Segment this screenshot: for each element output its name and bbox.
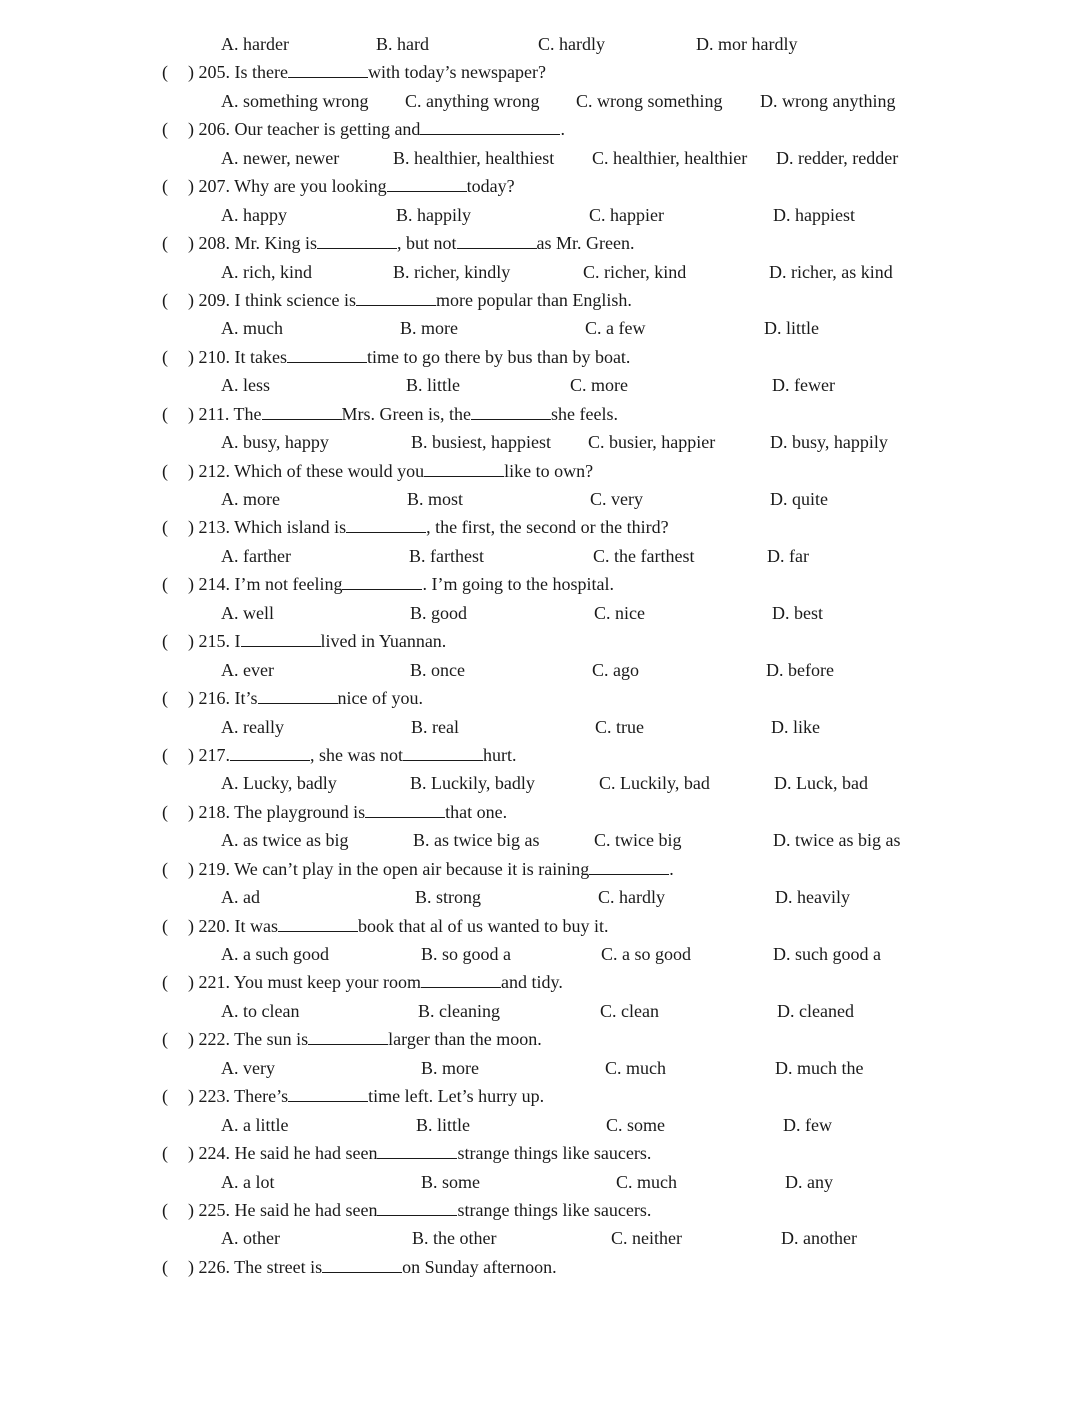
- question-stem: [188, 286, 632, 314]
- option-d: D. few: [783, 1114, 832, 1135]
- options-row: [0, 428, 1080, 456]
- option-a: A. busy, happy: [221, 432, 329, 453]
- option-c: C. Luckily, bad: [599, 773, 710, 794]
- answer-paren[interactable]: (: [162, 62, 168, 83]
- question-number: ) 205.: [188, 62, 230, 83]
- option-b: B. happily: [396, 204, 471, 225]
- question-stem: [188, 172, 515, 200]
- question-stem: [188, 229, 635, 257]
- question-row: [0, 343, 1080, 371]
- answer-blank[interactable]: [322, 1254, 402, 1273]
- options-row: [0, 30, 1080, 58]
- question-row: [0, 229, 1080, 257]
- question-text: It takes: [230, 346, 287, 367]
- question-stem: [188, 1253, 557, 1281]
- option-a: A. ever: [221, 659, 274, 680]
- question-text: Our teacher is getting and: [230, 119, 421, 140]
- option-b: B. hard: [376, 34, 429, 54]
- answer-paren[interactable]: (: [162, 858, 168, 879]
- question-text: Mrs. Green is, the: [341, 403, 471, 424]
- question-row: [0, 172, 1080, 200]
- question-stem: [188, 741, 517, 769]
- question-number: ) 209.: [188, 289, 230, 310]
- option-d: D. like: [771, 716, 820, 737]
- question-text: He said he had seen: [230, 1199, 378, 1220]
- question-text: It’s: [230, 688, 258, 709]
- question-text: strange things like saucers.: [457, 1143, 652, 1164]
- question-row: [0, 1025, 1080, 1053]
- question-text: , she was not: [310, 744, 403, 765]
- option-c: C. twice big: [594, 830, 682, 851]
- option-c: C. some: [606, 1114, 666, 1135]
- question-stem: [188, 1139, 651, 1167]
- option-d: D. another: [781, 1228, 857, 1249]
- question-text: You must keep your room: [230, 972, 422, 993]
- option-a: A. well: [221, 602, 274, 623]
- option-a: A. less: [221, 375, 270, 396]
- option-b: B. cleaning: [418, 1000, 500, 1021]
- question-stem: [188, 400, 618, 428]
- option-b: B. more: [421, 1057, 479, 1078]
- option-a: A. to clean: [221, 1000, 300, 1021]
- option-a: A. as twice as big: [221, 830, 349, 851]
- answer-blank[interactable]: [471, 401, 551, 420]
- option-d: D. wrong anything: [760, 90, 896, 111]
- option-a: A. harder: [221, 34, 289, 54]
- question-text: strange things like saucers.: [457, 1199, 652, 1220]
- option-c: C. the farthest: [593, 545, 695, 566]
- option-b: B. good: [410, 602, 468, 623]
- answer-blank[interactable]: [241, 628, 321, 647]
- question-row: [0, 1196, 1080, 1224]
- answer-paren[interactable]: (: [162, 915, 168, 936]
- question-number: ) 215.: [188, 631, 230, 652]
- answer-paren[interactable]: (: [162, 1086, 168, 1107]
- answer-paren[interactable]: (: [162, 233, 168, 254]
- question-number: ) 210.: [188, 346, 230, 367]
- answer-blank[interactable]: [258, 685, 338, 704]
- option-b: B. richer, kindly: [393, 261, 511, 282]
- option-c: C. hardly: [538, 34, 605, 54]
- option-a: A. more: [221, 489, 280, 509]
- option-b: C. anything wrong: [405, 90, 540, 111]
- question-text: , the first, the second or the third?: [426, 517, 669, 538]
- question-row: [0, 286, 1080, 314]
- answer-paren[interactable]: (: [162, 289, 168, 310]
- question-number: ) 217.: [188, 744, 230, 765]
- question-stem: [188, 1196, 651, 1224]
- question-stem: [188, 798, 507, 826]
- option-c: C. a so good: [601, 944, 691, 964]
- answer-blank[interactable]: [308, 1026, 388, 1045]
- option-c: C. healthier, healthier: [592, 147, 748, 168]
- option-c: C. wrong something: [576, 90, 723, 111]
- answer-paren[interactable]: (: [162, 972, 168, 993]
- option-c: C. much: [605, 1057, 666, 1078]
- question-row: [0, 58, 1080, 86]
- question-row: [0, 741, 1080, 769]
- question-text: The playground is: [230, 801, 366, 822]
- question-stem: [188, 115, 565, 143]
- answer-blank[interactable]: [403, 742, 483, 761]
- question-text: Is there: [230, 62, 288, 83]
- option-b: B. little: [416, 1114, 470, 1135]
- option-d: D. mor hardly: [696, 34, 798, 54]
- question-stem: [188, 457, 593, 485]
- question-text: I’m not feeling: [230, 574, 343, 595]
- answer-paren[interactable]: (: [162, 1029, 168, 1050]
- options-row: [0, 201, 1080, 229]
- question-row: [0, 684, 1080, 712]
- question-row: [0, 912, 1080, 940]
- question-text: Mr. King is: [230, 233, 318, 254]
- answer-paren[interactable]: (: [162, 176, 168, 197]
- question-number: ) 214.: [188, 574, 230, 595]
- option-c: C. neither: [611, 1228, 682, 1249]
- question-number: ) 220.: [188, 915, 230, 936]
- answer-blank[interactable]: [365, 799, 445, 818]
- answer-paren[interactable]: (: [162, 688, 168, 709]
- option-c: C. clean: [600, 1000, 659, 1021]
- options-row: [0, 1168, 1080, 1196]
- option-a: A. rich, kind: [221, 261, 312, 282]
- option-c: C. happier: [589, 204, 664, 225]
- options-row: [0, 1054, 1080, 1082]
- option-a: A. a such good: [221, 944, 329, 964]
- answer-blank[interactable]: [421, 969, 501, 988]
- option-d: D. before: [766, 659, 834, 680]
- options-row: [0, 485, 1080, 513]
- question-row: [0, 798, 1080, 826]
- question-text: more popular than English.: [435, 289, 632, 310]
- option-d: D. far: [767, 545, 809, 566]
- question-row: [0, 115, 1080, 143]
- options-row: [0, 713, 1080, 741]
- question-text: like to own?: [504, 460, 594, 481]
- answer-paren[interactable]: (: [162, 119, 168, 140]
- option-c: C. a few: [585, 318, 646, 339]
- question-number: ) 226.: [188, 1256, 230, 1277]
- option-d: D. cleaned: [777, 1000, 854, 1021]
- question-text: The sun is: [230, 1029, 309, 1050]
- answer-blank[interactable]: [262, 401, 342, 420]
- options-row: [0, 542, 1080, 570]
- question-text: time to go there by bus than by boat.: [366, 346, 631, 367]
- question-text: I think science is: [230, 289, 356, 310]
- question-text: .: [669, 858, 674, 879]
- option-d: D. heavily: [775, 887, 850, 908]
- options-row: [0, 371, 1080, 399]
- question-number: ) 213.: [188, 517, 230, 538]
- answer-blank[interactable]: [377, 1197, 457, 1216]
- question-text: , but not: [397, 233, 457, 254]
- option-b: B. farthest: [409, 545, 484, 566]
- question-number: ) 206.: [188, 119, 230, 140]
- question-text: We can’t play in the open air because it is raining: [230, 858, 590, 879]
- question-number: ) 207.: [188, 176, 230, 197]
- option-a: A. very: [221, 1057, 275, 1078]
- answer-paren[interactable]: (: [162, 403, 168, 424]
- question-text: as Mr. Green.: [536, 233, 635, 254]
- answer-blank[interactable]: [457, 230, 537, 249]
- question-stem: [188, 1082, 544, 1110]
- question-text: she feels.: [550, 403, 618, 424]
- question-row: [0, 457, 1080, 485]
- options-row: [0, 87, 1080, 115]
- answer-paren[interactable]: (: [162, 744, 168, 765]
- answer-paren[interactable]: (: [162, 460, 168, 481]
- question-text: .: [560, 119, 565, 140]
- option-b: B. busiest, happiest: [411, 432, 551, 453]
- question-number: ) 225.: [188, 1199, 230, 1220]
- question-stem: [188, 912, 608, 940]
- options-row: [0, 314, 1080, 342]
- option-b: B. real: [411, 716, 459, 737]
- option-a: A. much: [221, 318, 283, 339]
- question-text: He said he had seen: [230, 1143, 378, 1164]
- option-c: C. very: [590, 489, 643, 509]
- question-row: [0, 1082, 1080, 1110]
- answer-blank[interactable]: [424, 458, 504, 477]
- answer-paren[interactable]: (: [162, 517, 168, 538]
- option-d: D. redder, redder: [776, 147, 899, 168]
- question-text: and tidy.: [501, 972, 563, 993]
- question-text: today?: [466, 176, 515, 197]
- answer-paren[interactable]: (: [162, 574, 168, 595]
- option-b: B. more: [400, 318, 458, 339]
- question-number: ) 216.: [188, 688, 230, 709]
- question-stem: [188, 1025, 542, 1053]
- question-text: Which island is: [230, 517, 347, 538]
- option-b: B. Luckily, badly: [410, 773, 535, 794]
- question-row: [0, 968, 1080, 996]
- question-text: . I’m going to the hospital.: [422, 574, 614, 595]
- options-row: [0, 144, 1080, 172]
- question-row: [0, 1139, 1080, 1167]
- answer-blank[interactable]: [278, 913, 358, 932]
- answer-blank[interactable]: [420, 116, 560, 135]
- option-a: A. a lot: [221, 1171, 275, 1192]
- option-b: B. once: [410, 659, 465, 680]
- options-row: [0, 1224, 1080, 1252]
- question-row: [0, 570, 1080, 598]
- option-a: A. other: [221, 1228, 280, 1249]
- question-number: ) 222.: [188, 1029, 230, 1050]
- option-a: A. happy: [221, 204, 287, 225]
- option-d: D. fewer: [772, 375, 835, 396]
- option-a: A. ad: [221, 887, 260, 908]
- question-stem: [188, 627, 446, 655]
- question-text: I: [230, 631, 241, 652]
- option-a: A. something wrong: [221, 90, 369, 111]
- answer-blank[interactable]: [356, 287, 436, 306]
- option-d: D. best: [772, 602, 823, 623]
- option-d: D. Luck, bad: [774, 773, 868, 794]
- option-d: D. any: [785, 1171, 833, 1192]
- question-number: ) 208.: [188, 233, 230, 254]
- answer-blank[interactable]: [230, 742, 310, 761]
- answer-blank[interactable]: [589, 856, 669, 875]
- question-stem: [188, 968, 563, 996]
- option-d: D. much the: [775, 1057, 864, 1078]
- option-d: D. richer, as kind: [769, 261, 893, 282]
- question-text: book that al of us wanted to buy it.: [358, 915, 609, 936]
- option-b: B. the other: [412, 1228, 497, 1249]
- worksheet-page: [0, 30, 1080, 1281]
- option-b: B. some: [421, 1171, 481, 1192]
- question-text: time left. Let’s hurry up.: [368, 1086, 545, 1107]
- question-row: [0, 513, 1080, 541]
- question-number: ) 219.: [188, 858, 230, 879]
- question-number: ) 223.: [188, 1086, 230, 1107]
- options-row: [0, 826, 1080, 854]
- option-d: D. busy, happily: [770, 432, 888, 453]
- question-number: ) 221.: [188, 972, 230, 993]
- answer-blank[interactable]: [287, 344, 367, 363]
- question-text: The: [229, 403, 262, 424]
- question-text: There’s: [230, 1086, 289, 1107]
- answer-blank[interactable]: [288, 1083, 368, 1102]
- answer-paren[interactable]: (: [162, 346, 168, 367]
- question-text: Why are you looking: [230, 176, 387, 197]
- answer-paren[interactable]: (: [162, 1256, 168, 1277]
- answer-blank[interactable]: [317, 230, 397, 249]
- answer-blank[interactable]: [288, 59, 368, 78]
- question-text: with today’s newspaper?: [367, 62, 546, 83]
- question-stem: [188, 513, 669, 541]
- options-row: [0, 599, 1080, 627]
- options-row: [0, 997, 1080, 1025]
- answer-paren[interactable]: (: [162, 801, 168, 822]
- question-row: [0, 400, 1080, 428]
- option-c: C. more: [570, 375, 628, 396]
- option-a: A. farther: [221, 545, 291, 566]
- options-row: [0, 656, 1080, 684]
- option-c: C. nice: [594, 602, 645, 623]
- question-stem: [188, 58, 546, 86]
- option-c: C. busier, happier: [588, 432, 716, 453]
- answer-paren[interactable]: (: [162, 1199, 168, 1220]
- question-stem: [188, 343, 630, 371]
- option-d: D. twice as big as: [773, 830, 901, 851]
- question-text: The street is: [230, 1256, 323, 1277]
- options-row: [0, 883, 1080, 911]
- question-text: lived in Yuannan.: [320, 631, 447, 652]
- options-row: [0, 1111, 1080, 1139]
- option-b: B. strong: [415, 887, 482, 908]
- question-text: that one.: [445, 801, 508, 822]
- question-row: [0, 627, 1080, 655]
- option-b: B. as twice big as: [413, 830, 540, 851]
- question-text: on Sunday afternoon.: [402, 1256, 557, 1277]
- answer-blank[interactable]: [346, 514, 426, 533]
- question-text: Which of these would you: [230, 460, 425, 481]
- question-stem: [188, 570, 614, 598]
- option-b: B. so good a: [421, 944, 511, 964]
- answer-paren[interactable]: (: [162, 1143, 168, 1164]
- option-b: B. little: [406, 375, 460, 396]
- question-number: ) 224.: [188, 1143, 230, 1164]
- answer-blank[interactable]: [387, 173, 467, 192]
- option-d: D. happiest: [773, 204, 855, 225]
- question-text: hurt.: [483, 744, 517, 765]
- answer-blank[interactable]: [342, 571, 422, 590]
- question-stem: [188, 684, 423, 712]
- option-a: A. Lucky, badly: [221, 773, 337, 794]
- option-a: A. newer, newer: [221, 147, 340, 168]
- options-row: [0, 940, 1080, 968]
- question-text: nice of you.: [337, 688, 423, 709]
- question-number: ) 211.: [188, 403, 230, 424]
- option-c: C. hardly: [598, 887, 665, 908]
- option-d: D. little: [764, 318, 819, 339]
- option-c: C. richer, kind: [583, 261, 687, 282]
- option-b: B. most: [407, 489, 464, 509]
- option-c: C. much: [616, 1171, 677, 1192]
- question-row: [0, 855, 1080, 883]
- answer-blank[interactable]: [377, 1140, 457, 1159]
- options-row: [0, 769, 1080, 797]
- question-number: ) 212.: [188, 460, 230, 481]
- option-c: C. ago: [592, 659, 639, 680]
- option-a: A. really: [221, 716, 284, 737]
- option-b: B. healthier, healthiest: [393, 147, 555, 168]
- option-d: D. such good a: [773, 944, 881, 964]
- question-text: It was: [230, 915, 278, 936]
- question-number: ) 218.: [188, 801, 230, 822]
- options-row: [0, 258, 1080, 286]
- answer-paren[interactable]: (: [162, 631, 168, 652]
- option-c: C. true: [595, 716, 644, 737]
- option-d: D. quite: [770, 489, 828, 509]
- question-row: [0, 1253, 1080, 1281]
- question-stem: [188, 855, 674, 883]
- option-a: A. a little: [221, 1114, 289, 1135]
- question-text: larger than the moon.: [388, 1029, 542, 1050]
